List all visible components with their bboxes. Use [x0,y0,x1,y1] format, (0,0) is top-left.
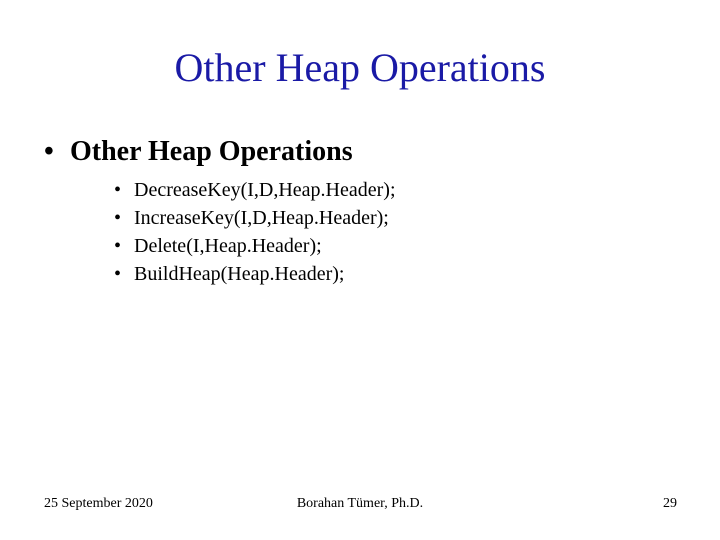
sub-bullet-item [114,204,396,232]
footer-author: Borahan Tümer, Ph.D. [296,496,424,511]
slide-title: Other Heap Operations [174,45,546,90]
sub-bullet-item [114,176,396,204]
bullet-icon: • [114,207,122,229]
sub-bullet-text: BuildHeap(Heap.Header); [134,263,345,285]
sub-bullet-text: DecreaseKey(I,D,Heap.Header); [134,179,396,201]
sub-bullet-text: IncreaseKey(I,D,Heap.Header); [134,207,389,229]
sub-bullet-list [114,176,396,288]
main-bullet-point [44,134,353,170]
bullet-icon: • [44,136,54,167]
main-bullet-text: Other Heap Operations [70,136,353,167]
sub-bullet-item [114,232,396,260]
sub-bullet-text: Delete(I,Heap.Header); [134,235,322,257]
footer-date: 25 September 2020 [44,496,153,511]
bullet-icon: • [114,263,122,285]
sub-bullet-item [114,260,396,288]
bullet-icon: • [114,235,122,257]
footer-page-number: 29 [663,496,677,511]
bullet-icon: • [114,179,122,201]
